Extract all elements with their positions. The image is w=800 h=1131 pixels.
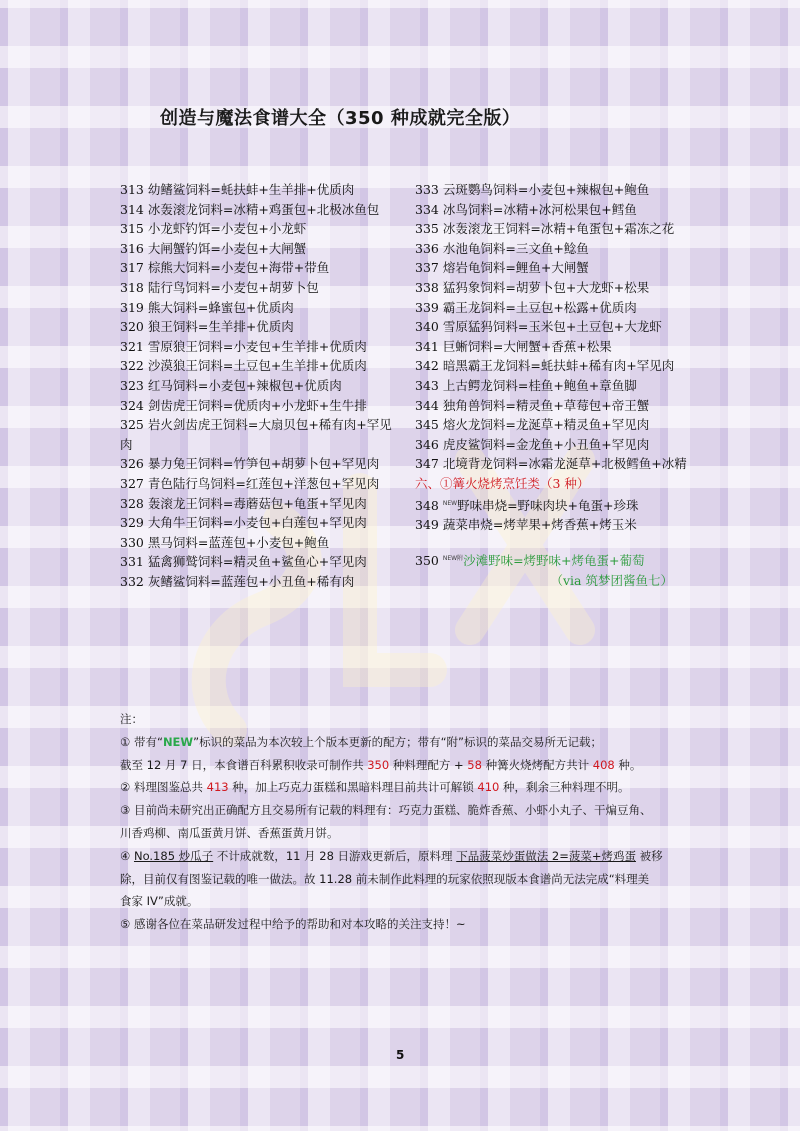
recipe-item: 316 大闸蟹钓饵=小麦包+大闸蟹: [120, 240, 307, 256]
note-1: ① 带有“NEW”标识的菜品为本次较上个版本更新的配方；带有“附”标识的菜品交易所无记载；: [120, 734, 602, 749]
recipe-item: 322 沙漠狼王饲料=土豆包+生羊排+优质肉: [120, 358, 367, 374]
recipe-item: 320 狼王饲料=生羊排+优质肉: [120, 319, 294, 335]
recipe-item: 319 熊大饲料=蜂蜜包+优质肉: [120, 299, 294, 315]
recipe-item: 344 独角兽饲料=精灵鱼+草莓包+帝王蟹: [415, 397, 650, 413]
note-2: ② 料理图鉴总共 413 种，加上巧克力蛋糕和黑暗料理目前共计可解锁 410 种，剩余三种料理不明。: [120, 780, 630, 795]
note-1-continued: 截至 12 月 7 日，本食谱百科累积收录可制作共 350 种料理配方 + 58 种篝火烧烤配方共计 408 种。: [120, 757, 642, 772]
recipe-item: 332 灰鳍鲨饲料=蓝莲包+小丑鱼+稀有肉: [120, 573, 355, 589]
notes-section: [120, 708, 700, 936]
recipe-item: 340 雪原猛犸饲料=玉米包+土豆包+大龙虾: [415, 319, 662, 335]
recipe-reference: No.185 炒瓜子: [133, 848, 214, 863]
recipe-item: 333 云斑鹦鸟饲料=小麦包+辣椒包+鲍鱼: [415, 182, 650, 197]
recipe-item: 315 小龙虾钓饵=小麦包+小龙虾: [120, 221, 307, 237]
recipe-item: 339 霸王龙饲料=土豆包+松露+优质肉: [415, 299, 637, 315]
recipe-item: 348 $^{NEW}$野味串烧=野味肉块+龟蛋+珍珠: [415, 497, 639, 513]
recipe-item: 336 水池龟饲料=三文鱼+鲶鱼: [415, 240, 589, 256]
recipe-item: 323 红马饲料=小麦包+辣椒包+优质肉: [120, 377, 342, 393]
note-3-continued: 川香鸡柳、南瓜蛋黄月饼、香蕉蛋黄月饼。: [120, 825, 339, 840]
recipe-item: 342 暗黑霸王龙饲料=蚝扶蚌+稀有肉+罕见肉: [415, 358, 675, 374]
note-4-end: 食家 IV”成就。: [120, 894, 199, 909]
recipe-item: 317 棕熊大饲料=小麦包+海带+带鱼: [120, 260, 330, 276]
new-badge: NEW: [442, 499, 458, 507]
recipe-item: 326 暴力兔王饲料=竹笋包+胡萝卜包+罕见肉: [120, 456, 380, 472]
recipe-item: 343 上古鳄龙饲料=桂鱼+鲍鱼+章鱼脚: [415, 377, 637, 393]
page-number: 5: [396, 1048, 405, 1062]
recipe-item: 314 冰轰滚龙饲料=冰精+鸡蛋包+北极冰鱼包: [120, 201, 380, 217]
note-3: ③ 目前尚未研究出正确配方且交易所有记载的料理有：巧克力蛋糕、脆炸香蕉、小虾小丸子、干煸豆角、: [120, 803, 652, 818]
document-title: 创造与魔法食谱大全（350 种成就完全版）: [160, 108, 521, 129]
recipe-item: 328 轰滚龙王饲料=毒蘑菇包+龟蛋+罕见肉: [120, 495, 367, 511]
recipe-item: 350 $^{NEW附}$沙滩野味=烤野味+烤龟蛋+葡萄: [415, 553, 645, 568]
recipe-item: 337 熔岩龟饲料=鲤鱼+大闸蟹: [415, 260, 589, 276]
recipe-item: 335 冰轰滚龙王饲料=冰精+龟蛋包+霜冻之花: [415, 221, 675, 237]
recipe-item: 324 剑齿虎王饲料=优质肉+小龙虾+生牛排: [120, 397, 367, 413]
recipe-item: 341 巨蜥饲料=大闸蟹+香蕉+松果: [415, 338, 612, 354]
new-badge: NEW附: [442, 554, 464, 562]
recipe-item: 338 猛犸象饲料=胡萝卜包+大龙虾+松果: [415, 279, 650, 295]
recipe-item: 321 雪原狼王饲料=小麦包+生羊排+优质肉: [120, 338, 367, 354]
recipe-item: 345 熔火龙饲料=龙涎草+精灵鱼+罕见肉: [415, 417, 650, 433]
recipe-item: 334 冰鸟饲料=冰精+冰河松果包+鳕鱼: [415, 201, 637, 217]
recipe-item: 318 陆行鸟饲料=小麦包+胡萝卜包: [120, 279, 319, 295]
note-4: ④ No.185 炒瓜子 不计成就数，11 月 28 日游戏更新后，原料理 下品菠菜炒蛋做法 2=菠菜+烤鸡蛋 被移: [120, 848, 663, 863]
recipe-item: 347 北境背龙饲料=冰霜龙涎草+北极鳕鱼+冰精: [415, 456, 687, 472]
recipe-item: 330 黑马饲料=蓝莲包+小麦包+鲍鱼: [120, 534, 330, 550]
recipe-item: 349 蔬菜串烧=烤苹果+烤香蕉+烤玉米: [415, 517, 637, 533]
note-5: ⑤ 感谢各位在菜品研发过程中给予的帮助和对本攻略的关注支持！~: [120, 917, 466, 932]
recipe-column-left: [120, 180, 400, 591]
recipe-item: 327 青色陆行鸟饲料=红莲包+洋葱包+罕见肉: [120, 475, 380, 491]
note-4-continued: 除，目前仅有图鉴记载的唯一做法。故 11.28 前未制作此料理的玩家依照现版本食谱尚无法完成“料理美: [120, 871, 650, 886]
credit-note: （via 筑梦团酱鱼七）: [550, 572, 673, 588]
recipe-reference: 下品菠菜炒蛋做法 2=菠菜+烤鸡蛋: [456, 848, 636, 863]
recipe-item: 329 大角牛王饲料=小麦包+白莲包+罕见肉: [120, 515, 367, 531]
recipe-item: 325 岩火剑齿虎王饲料=大扇贝包+稀有肉+罕见肉: [120, 417, 392, 452]
recipe-item: 346 虎皮鲨饲料=金龙鱼+小丑鱼+罕见肉: [415, 436, 650, 452]
recipe-column-right: [415, 180, 687, 590]
recipe-item: 313 幼鳍鲨饲料=蚝扶蚌+生羊排+优质肉: [120, 182, 355, 197]
notes-label: 注：: [120, 712, 143, 726]
recipe-item: 331 猛禽狮鹫饲料=精灵鱼+鲨鱼心+罕见肉: [120, 554, 367, 570]
section-heading: 六、①篝火烧烤烹饪类（3 种）: [415, 475, 590, 491]
